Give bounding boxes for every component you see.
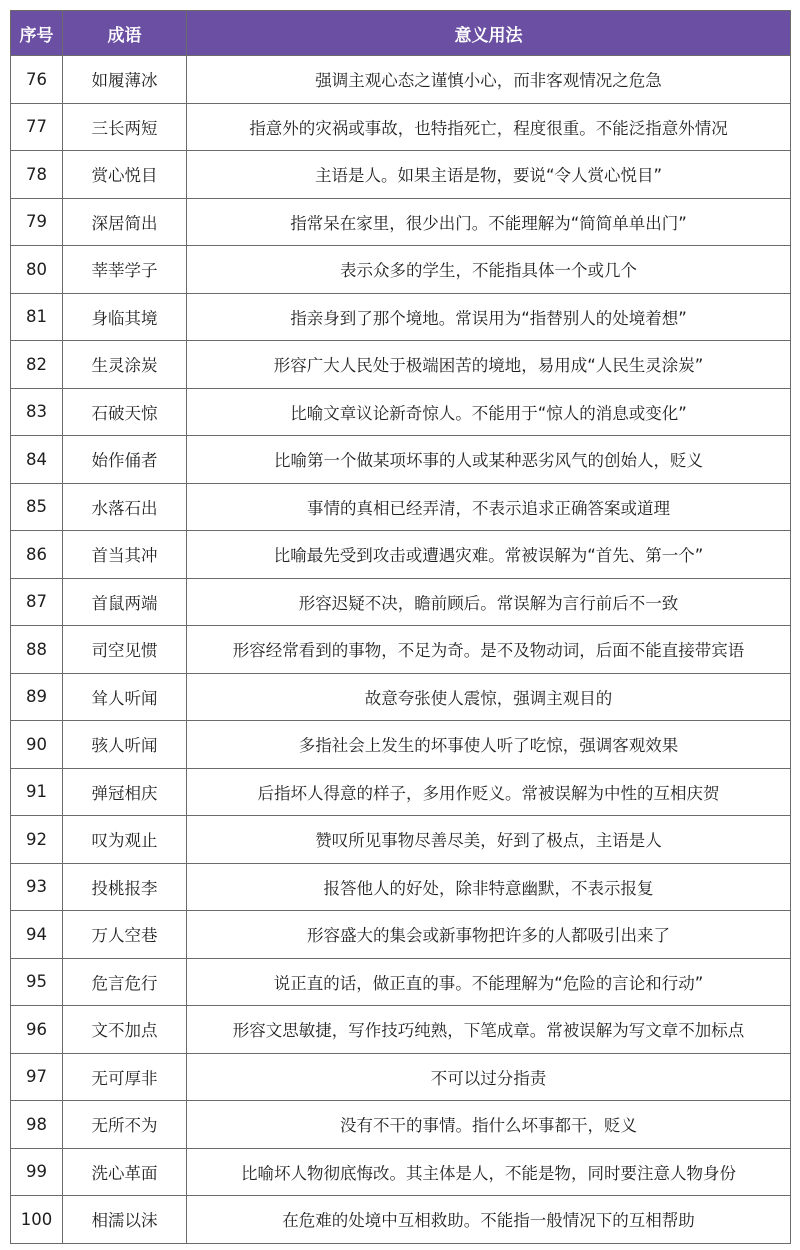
- row-idiom-cell: 身临其境: [63, 293, 187, 341]
- table-row: [11, 103, 791, 151]
- row-usage-cell: 指意外的灾祸或事故，也特指死亡，程度很重。不能泛指意外情况: [187, 103, 791, 151]
- header-number: 序号: [11, 11, 63, 56]
- row-idiom-cell: 无所不为: [63, 1101, 187, 1149]
- row-usage-cell: 比喻第一个做某项坏事的人或某种恶劣风气的创始人，贬义: [187, 436, 791, 484]
- row-idiom-cell: 始作俑者: [63, 436, 187, 484]
- row-usage-cell: 主语是人。如果主语是物，要说“令人赏心悦目”: [187, 151, 791, 199]
- header-idiom: 成语: [63, 11, 187, 56]
- row-idiom-cell: 骇人听闻: [63, 721, 187, 769]
- row-idiom-cell: 首鼠两端: [63, 578, 187, 626]
- row-idiom-cell: 莘莘学子: [63, 246, 187, 294]
- row-number-cell: 90: [11, 721, 63, 769]
- table-row: [11, 293, 791, 341]
- row-number-cell: 92: [11, 816, 63, 864]
- table-row: [11, 56, 791, 104]
- row-idiom-cell: 如履薄冰: [63, 56, 187, 104]
- table-row: [11, 768, 791, 816]
- table-row: [11, 863, 791, 911]
- table-row: [11, 483, 791, 531]
- row-number-cell: 88: [11, 626, 63, 674]
- row-idiom-cell: 深居简出: [63, 198, 187, 246]
- table-row: [11, 531, 791, 579]
- row-usage-cell: 比喻坏人物彻底悔改。其主体是人，不能是物，同时要注意人物身份: [187, 1148, 791, 1196]
- row-usage-cell: 在危难的处境中互相救助。不能指一般情况下的互相帮助: [187, 1196, 791, 1244]
- row-usage-cell: 形容广大人民处于极端困苦的境地，易用成“人民生灵涂炭”: [187, 341, 791, 389]
- row-idiom-cell: 三长两短: [63, 103, 187, 151]
- table-row: [11, 198, 791, 246]
- table-row: [11, 1196, 791, 1244]
- idiom-table: [10, 10, 791, 1244]
- table-row: [11, 958, 791, 1006]
- table-row: [11, 151, 791, 199]
- row-idiom-cell: 司空见惯: [63, 626, 187, 674]
- row-idiom-cell: 投桃报李: [63, 863, 187, 911]
- header-usage: 意义用法: [187, 11, 791, 56]
- row-number-cell: 96: [11, 1006, 63, 1054]
- row-number-cell: 87: [11, 578, 63, 626]
- row-usage-cell: 没有不干的事情。指什么坏事都干，贬义: [187, 1101, 791, 1149]
- table-row: [11, 673, 791, 721]
- row-idiom-cell: 叹为观止: [63, 816, 187, 864]
- table-row: [11, 911, 791, 959]
- row-usage-cell: 指常呆在家里，很少出门。不能理解为“简简单单出门”: [187, 198, 791, 246]
- row-idiom-cell: 无可厚非: [63, 1053, 187, 1101]
- row-number-cell: 86: [11, 531, 63, 579]
- row-usage-cell: 多指社会上发生的坏事使人听了吃惊，强调客观效果: [187, 721, 791, 769]
- row-idiom-cell: 生灵涂炭: [63, 341, 187, 389]
- row-number-cell: 98: [11, 1101, 63, 1149]
- table-header-row: [11, 11, 791, 56]
- row-usage-cell: 后指坏人得意的样子，多用作贬义。常被误解为中性的互相庆贺: [187, 768, 791, 816]
- row-usage-cell: 比喻文章议论新奇惊人。不能用于“惊人的消息或变化”: [187, 388, 791, 436]
- row-idiom-cell: 相濡以沫: [63, 1196, 187, 1244]
- row-usage-cell: 形容盛大的集会或新事物把许多的人都吸引出来了: [187, 911, 791, 959]
- row-idiom-cell: 水落石出: [63, 483, 187, 531]
- row-usage-cell: 形容经常看到的事物，不足为奇。是不及物动词，后面不能直接带宾语: [187, 626, 791, 674]
- table-row: [11, 578, 791, 626]
- row-number-cell: 100: [11, 1196, 63, 1244]
- row-number-cell: 99: [11, 1148, 63, 1196]
- row-idiom-cell: 万人空巷: [63, 911, 187, 959]
- row-number-cell: 80: [11, 246, 63, 294]
- row-number-cell: 79: [11, 198, 63, 246]
- table-row: [11, 436, 791, 484]
- row-number-cell: 77: [11, 103, 63, 151]
- table-row: [11, 721, 791, 769]
- row-usage-cell: 不可以过分指责: [187, 1053, 791, 1101]
- table-row: [11, 1006, 791, 1054]
- row-idiom-cell: 洗心革面: [63, 1148, 187, 1196]
- table-row: [11, 246, 791, 294]
- table-body: [11, 56, 791, 1244]
- row-number-cell: 81: [11, 293, 63, 341]
- table-row: [11, 1148, 791, 1196]
- row-number-cell: 84: [11, 436, 63, 484]
- row-usage-cell: 故意夸张使人震惊，强调主观目的: [187, 673, 791, 721]
- row-number-cell: 91: [11, 768, 63, 816]
- table-row: [11, 626, 791, 674]
- row-number-cell: 78: [11, 151, 63, 199]
- idiom-table-container: [10, 10, 790, 1244]
- row-number-cell: 76: [11, 56, 63, 104]
- row-number-cell: 89: [11, 673, 63, 721]
- row-idiom-cell: 弹冠相庆: [63, 768, 187, 816]
- row-idiom-cell: 耸人听闻: [63, 673, 187, 721]
- row-idiom-cell: 首当其冲: [63, 531, 187, 579]
- row-idiom-cell: 赏心悦目: [63, 151, 187, 199]
- row-usage-cell: 赞叹所见事物尽善尽美，好到了极点，主语是人: [187, 816, 791, 864]
- row-idiom-cell: 文不加点: [63, 1006, 187, 1054]
- row-idiom-cell: 危言危行: [63, 958, 187, 1006]
- row-usage-cell: 形容文思敏捷，写作技巧纯熟，下笔成章。常被误解为写文章不加标点: [187, 1006, 791, 1054]
- table-row: [11, 816, 791, 864]
- row-usage-cell: 指亲身到了那个境地。常误用为“指替别人的处境着想”: [187, 293, 791, 341]
- row-number-cell: 95: [11, 958, 63, 1006]
- row-usage-cell: 报答他人的好处，除非特意幽默，不表示报复: [187, 863, 791, 911]
- table-row: [11, 341, 791, 389]
- row-number-cell: 85: [11, 483, 63, 531]
- row-usage-cell: 强调主观心态之谨慎小心，而非客观情况之危急: [187, 56, 791, 104]
- row-usage-cell: 形容迟疑不决，瞻前顾后。常误解为言行前后不一致: [187, 578, 791, 626]
- row-number-cell: 97: [11, 1053, 63, 1101]
- table-row: [11, 388, 791, 436]
- row-number-cell: 94: [11, 911, 63, 959]
- row-usage-cell: 事情的真相已经弄清，不表示追求正确答案或道理: [187, 483, 791, 531]
- row-usage-cell: 说正直的话，做正直的事。不能理解为“危险的言论和行动”: [187, 958, 791, 1006]
- table-row: [11, 1053, 791, 1101]
- row-usage-cell: 比喻最先受到攻击或遭遇灾难。常被误解为“首先、第一个”: [187, 531, 791, 579]
- row-number-cell: 82: [11, 341, 63, 389]
- row-idiom-cell: 石破天惊: [63, 388, 187, 436]
- row-number-cell: 83: [11, 388, 63, 436]
- table-row: [11, 1101, 791, 1149]
- row-number-cell: 93: [11, 863, 63, 911]
- row-usage-cell: 表示众多的学生，不能指具体一个或几个: [187, 246, 791, 294]
